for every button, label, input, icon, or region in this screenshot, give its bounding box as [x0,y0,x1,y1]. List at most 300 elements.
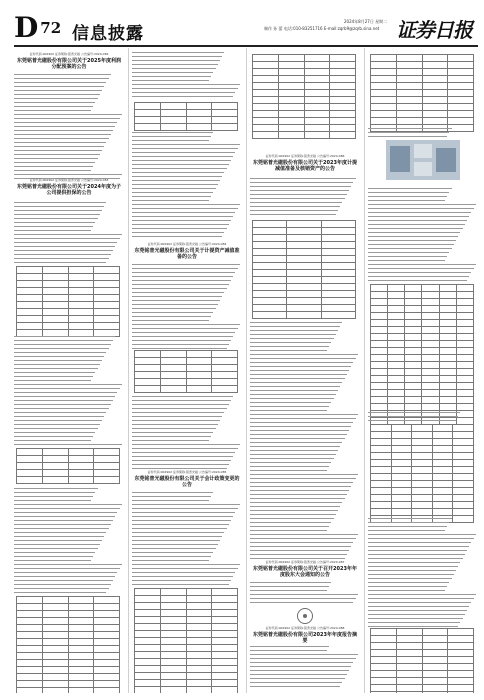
table-cell [453,460,474,467]
table-cell [68,288,94,295]
table-cell [94,470,120,477]
table-cell [412,425,433,432]
table-cell [304,104,330,111]
table-cell [253,118,279,125]
table-cell [448,62,474,69]
table-cell [391,432,412,439]
table-cell [396,55,422,62]
table-cell [330,83,356,90]
table-cell [422,685,448,692]
table-cell [135,624,161,631]
table-cell [94,646,120,653]
table-cell [439,334,456,341]
table-cell [321,312,355,319]
table-cell [388,341,405,348]
table-cell [396,678,422,685]
table-cell [212,103,238,110]
table-cell [94,660,120,667]
table-cell [94,463,120,470]
table-cell [94,323,120,330]
table-cell [135,638,161,645]
table-cell [405,292,422,299]
table-cell [396,83,422,90]
table-cell [396,90,422,97]
table-cell [371,383,388,390]
table-cell [304,97,330,104]
table-cell [278,69,304,76]
table-cell [422,292,439,299]
table-cell [422,383,439,390]
table-cell [42,674,68,681]
table-cell [17,660,43,667]
table-cell [278,104,304,111]
table-cell [135,103,161,110]
table-cell [371,306,388,313]
table-cell [212,638,238,645]
table-cell [448,685,474,692]
table-cell [186,103,212,110]
announcement-code: 证券代码:002902 证券简称:铭普光磁 公告编号:2024-088 [265,626,345,630]
table-cell [456,341,473,348]
table-cell [42,295,68,302]
announcement-code: 证券代码:002902 证券简称:铭普光磁 公告编号:2024-082 [29,52,109,56]
table-cell [42,625,68,632]
table-cell [160,596,186,603]
table-cell [287,312,321,319]
table-cell [321,263,355,270]
table-cell [135,652,161,659]
table-cell [371,685,397,692]
table-cell [371,97,397,104]
table-cell [396,111,422,118]
table-cell [371,629,397,636]
table-cell [253,284,287,291]
table-cell [422,69,448,76]
table-cell [330,111,356,118]
table-cell [135,687,161,694]
announcement-title: 东莞铭普光磁股份有限公司关于2025年度利润分配预案的公告 [17,58,121,70]
table-cell [94,477,120,484]
data-table [16,448,120,484]
table-cell [94,632,120,639]
table-cell [212,603,238,610]
table-cell [412,502,433,509]
table-cell [68,470,94,477]
table-cell [456,306,473,313]
table-cell [330,90,356,97]
table-cell [412,446,433,453]
table-cell [448,692,474,694]
data-table [370,54,474,132]
table-cell [160,680,186,687]
table-cell [68,281,94,288]
table-cell [17,667,43,674]
table-cell [160,659,186,666]
table-cell [135,673,161,680]
table-cell [287,298,321,305]
table-cell [371,650,397,657]
table-cell [253,62,279,69]
table-cell [321,235,355,242]
table-cell [278,90,304,97]
table-cell [68,274,94,281]
table-cell [422,62,448,69]
table-cell [456,334,473,341]
table-cell [456,383,473,390]
table-cell [453,467,474,474]
table-cell [304,125,330,132]
table-cell [253,69,279,76]
table-cell [396,629,422,636]
announcement-title: 东莞铭普光磁股份有限公司关于召开2023年年度股东大会通知的公告 [253,566,357,578]
table-cell [17,456,43,463]
table-cell [432,502,453,509]
table-cell [68,463,94,470]
table-cell [371,509,392,516]
table-cell [287,256,321,263]
table-cell [135,110,161,117]
table-cell [448,55,474,62]
table-cell [439,285,456,292]
table-cell [135,379,161,386]
table-cell [160,379,186,386]
table-cell [439,390,456,397]
table-cell [42,632,68,639]
table-cell [186,386,212,393]
table-cell [371,327,388,334]
table-cell [422,97,448,104]
table-cell [371,692,397,694]
table-cell [432,509,453,516]
table-cell [186,379,212,386]
table-cell [422,376,439,383]
table-cell [439,355,456,362]
announcement-title: 东莞铭普光磁股份有限公司关于2024年度为子公司提供担保的公告 [17,184,121,196]
table-cell [253,111,279,118]
table-cell [456,376,473,383]
table-cell [422,650,448,657]
table-cell [17,653,43,660]
table-cell [160,687,186,694]
table-cell [456,320,473,327]
table-cell [388,355,405,362]
table-cell [17,316,43,323]
table-cell [405,376,422,383]
table-cell [186,589,212,596]
table-cell [422,83,448,90]
table-cell [448,118,474,125]
table-cell [321,291,355,298]
table-cell [371,474,392,481]
table-cell [253,132,279,139]
table-cell [94,302,120,309]
table-cell [94,281,120,288]
table-cell [371,453,392,460]
table-cell [330,62,356,69]
table-cell [371,55,397,62]
table-cell [253,277,287,284]
table-cell [17,302,43,309]
table-cell [278,132,304,139]
table-cell [456,313,473,320]
table-cell [405,334,422,341]
table-cell [391,453,412,460]
table-cell [405,390,422,397]
announcement-code: 证券代码:002902 证券简称:铭普光磁 公告编号:2024-086 [265,154,345,158]
table-cell [371,111,397,118]
table-cell [422,76,448,83]
table-cell [456,397,473,404]
table-cell [456,348,473,355]
column-3 [250,48,360,693]
table-cell [42,449,68,456]
table-cell [371,341,388,348]
table-cell [422,390,439,397]
table-cell [160,624,186,631]
table-cell [160,103,186,110]
table-cell [253,55,279,62]
table-cell [396,643,422,650]
table-cell [135,617,161,624]
table-cell [371,425,392,432]
table-cell [453,474,474,481]
table-cell [160,386,186,393]
column-divider [128,48,129,693]
table-cell [68,597,94,604]
table-cell [330,69,356,76]
editor-contact: 制作 孙 蕾 电话:010-83251716 E-mail:zqrb9@zqrb.sina.net [264,26,380,31]
table-cell [396,62,422,69]
table-cell [135,645,161,652]
table-cell [42,267,68,274]
table-cell [135,358,161,365]
table-cell [42,288,68,295]
table-cell [304,90,330,97]
table-cell [439,397,456,404]
table-cell [68,660,94,667]
product-photo [386,140,460,180]
table-cell [212,624,238,631]
table-cell [42,309,68,316]
table-cell [160,351,186,358]
table-cell [422,334,439,341]
data-table [134,102,238,131]
table-cell [453,495,474,502]
data-table [16,266,120,337]
table-cell [422,104,448,111]
header-rule [14,45,478,47]
table-cell [371,657,397,664]
table-cell [453,425,474,432]
table-cell [371,439,392,446]
page-number: D $^{72}$ [14,11,62,44]
table-cell [42,316,68,323]
table-cell [448,629,474,636]
table-cell [371,636,397,643]
table-cell [160,645,186,652]
data-table [370,628,474,693]
table-cell [304,111,330,118]
data-table [252,220,356,319]
table-cell [422,55,448,62]
table-cell [304,83,330,90]
table-cell [439,320,456,327]
table-cell [94,611,120,618]
table-cell [432,495,453,502]
table-cell [371,467,392,474]
table-cell [17,449,43,456]
table-cell [186,624,212,631]
table-cell [371,376,388,383]
table-cell [212,596,238,603]
table-cell [330,97,356,104]
table-cell [287,277,321,284]
table-cell [412,432,433,439]
table-cell [94,618,120,625]
table-cell [371,495,392,502]
table-cell [135,386,161,393]
table-cell [432,460,453,467]
announcement-title: 东莞铭普光磁股份有限公司关于会计政策变更的公告 [134,476,240,488]
table-cell [396,636,422,643]
table-cell [278,83,304,90]
table-cell [42,681,68,688]
table-cell [391,495,412,502]
table-cell [432,432,453,439]
table-cell [160,666,186,673]
table-cell [186,365,212,372]
table-cell [135,589,161,596]
table-cell [186,631,212,638]
table-cell [456,369,473,376]
table-cell [186,638,212,645]
table-cell [330,104,356,111]
table-cell [94,449,120,456]
table-cell [68,323,94,330]
table-cell [439,362,456,369]
table-cell [42,667,68,674]
table-cell [94,681,120,688]
table-cell [371,369,388,376]
table-cell [212,673,238,680]
table-cell [456,299,473,306]
table-cell [253,263,287,270]
table-cell [287,235,321,242]
table-cell [388,299,405,306]
table-cell [439,313,456,320]
table-cell [422,90,448,97]
table-cell [405,362,422,369]
table-cell [17,611,43,618]
table-cell [42,639,68,646]
table-cell [94,639,120,646]
table-cell [405,348,422,355]
table-cell [422,299,439,306]
table-cell [17,470,43,477]
table-cell [405,320,422,327]
table-cell [94,267,120,274]
table-cell [422,636,448,643]
table-cell [68,316,94,323]
table-cell [321,221,355,228]
data-table [16,596,120,693]
table-cell [456,355,473,362]
table-cell [456,327,473,334]
table-cell [388,320,405,327]
table-cell [68,625,94,632]
table-cell [186,645,212,652]
table-cell [321,298,355,305]
table-cell [186,110,212,117]
data-table [370,284,474,425]
table-cell [388,369,405,376]
table-cell [42,653,68,660]
table-cell [371,334,388,341]
table-cell [396,657,422,664]
table-cell [405,285,422,292]
table-cell [212,351,238,358]
table-cell [448,643,474,650]
table-cell [304,55,330,62]
table-cell [456,285,473,292]
table-cell [212,386,238,393]
table-cell [287,242,321,249]
table-cell [371,313,388,320]
table-cell [42,604,68,611]
table-cell [412,467,433,474]
table-cell [17,323,43,330]
announcement-code: 证券代码:002902 证券简称:铭普光磁 公告编号:2024-085 [147,470,227,474]
announcement-code: 证券代码:002902 证券简称:铭普光磁 公告编号:2024-087 [265,560,345,564]
column-4 [368,48,478,693]
table-cell [278,97,304,104]
table-cell [371,502,392,509]
table-cell [135,596,161,603]
table-cell [135,365,161,372]
table-cell [405,299,422,306]
table-cell [371,678,397,685]
table-cell [212,659,238,666]
table-cell [456,362,473,369]
table-cell [405,397,422,404]
table-cell [186,617,212,624]
table-cell [160,110,186,117]
table-cell [253,90,279,97]
table-cell [135,117,161,124]
table-cell [68,681,94,688]
table-cell [422,643,448,650]
table-cell [388,285,405,292]
table-cell [135,680,161,687]
table-cell [278,76,304,83]
table-cell [371,90,397,97]
table-cell [321,256,355,263]
table-cell [422,111,448,118]
table-cell [135,610,161,617]
table-cell [422,692,448,694]
table-cell [278,55,304,62]
table-cell [439,383,456,390]
table-cell [68,653,94,660]
table-cell [405,341,422,348]
table-cell [422,355,439,362]
table-cell [412,460,433,467]
column-divider [246,48,247,693]
table-cell [287,221,321,228]
table-cell [321,277,355,284]
table-cell [448,636,474,643]
table-cell [453,453,474,460]
